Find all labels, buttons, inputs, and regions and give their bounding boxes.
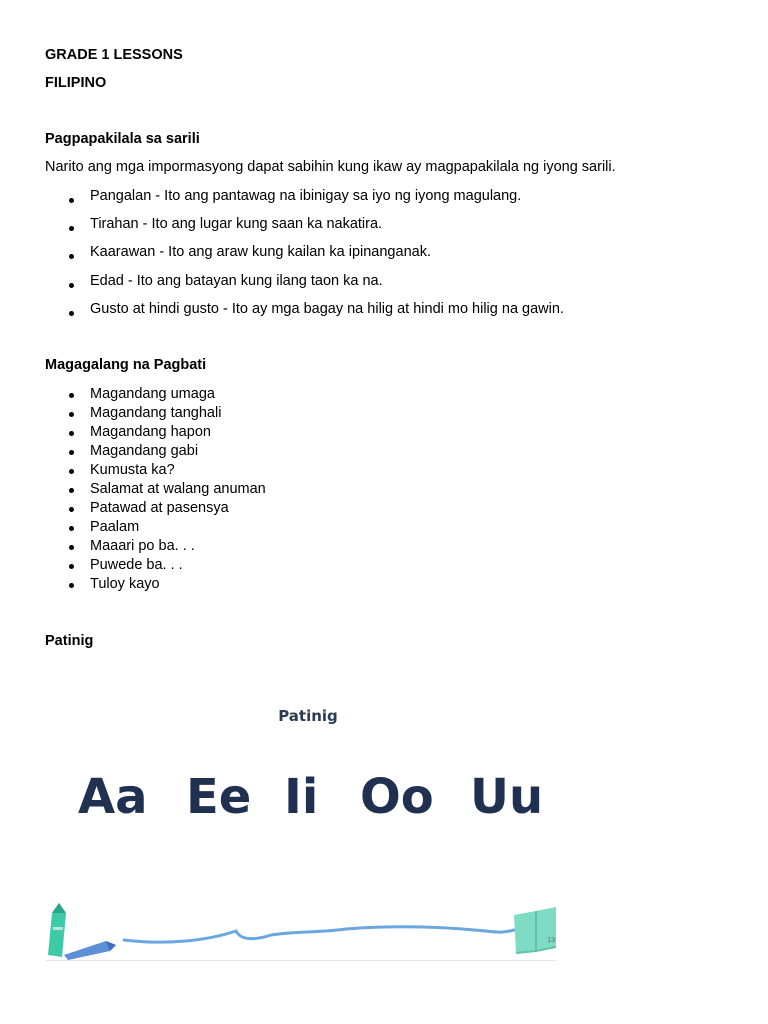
wavy-line xyxy=(124,927,514,942)
list-item: Puwede ba. . . xyxy=(45,556,266,575)
vowel-o: Oo xyxy=(360,769,434,825)
list-item: Pangalan - Ito ang pantawag na ibinigay sa iyo ng iyong magulang. xyxy=(45,186,564,214)
list-item: Kaarawan - Ito ang araw kung kailan ka ipinanganak. xyxy=(45,242,564,270)
list-item: Kumusta ka? xyxy=(45,461,266,480)
list-item: Magandang gabi xyxy=(45,442,266,461)
slide-title: Patinig xyxy=(278,707,338,725)
vowel-i: Ii xyxy=(284,769,319,825)
list-item: Magandang tanghali xyxy=(45,404,266,423)
pagbati-list xyxy=(45,385,266,594)
slide-page-number: 13 xyxy=(547,937,555,944)
document-subject: FILIPINO xyxy=(45,75,107,91)
pagpapakilala-list xyxy=(45,186,564,327)
crayon-icon xyxy=(48,903,66,957)
book-icon xyxy=(514,907,556,953)
document-title: GRADE 1 LESSONS xyxy=(45,47,183,63)
list-item: Magandang umaga xyxy=(45,385,266,404)
list-item: Maaari po ba. . . xyxy=(45,537,266,556)
vowel-e: Ee xyxy=(186,769,252,825)
section-heading-patinig: Patinig xyxy=(45,633,94,649)
patinig-slide-image xyxy=(46,665,556,961)
list-item: Gusto at hindi gusto - Ito ay mga bagay na hilig at hindi mo hilig na gawin. xyxy=(45,299,564,327)
list-item: Tirahan - Ito ang lugar kung saan ka nakatira. xyxy=(45,214,564,242)
list-item: Magandang hapon xyxy=(45,423,266,442)
list-item: Edad - Ito ang batayan kung ilang taon ka na. xyxy=(45,271,564,299)
list-item: Tuloy kayo xyxy=(45,575,266,594)
vowel-u: Uu xyxy=(470,769,544,825)
list-item: Paalam xyxy=(45,518,266,537)
list-item: Patawad at pasensya xyxy=(45,499,266,518)
vowel-a: Aa xyxy=(78,769,148,825)
section-intro: Narito ang mga impormasyong dapat sabihin kung ikaw ay magpapakilala ng iyong sarili. xyxy=(45,159,616,175)
list-item: Salamat at walang anuman xyxy=(45,480,266,499)
crayon-icon xyxy=(64,941,116,960)
section-heading-pagbati: Magagalang na Pagbati xyxy=(45,357,207,373)
slide-decoration xyxy=(46,665,556,960)
section-heading-pagpapakilala: Pagpapakilala sa sarili xyxy=(45,131,200,147)
